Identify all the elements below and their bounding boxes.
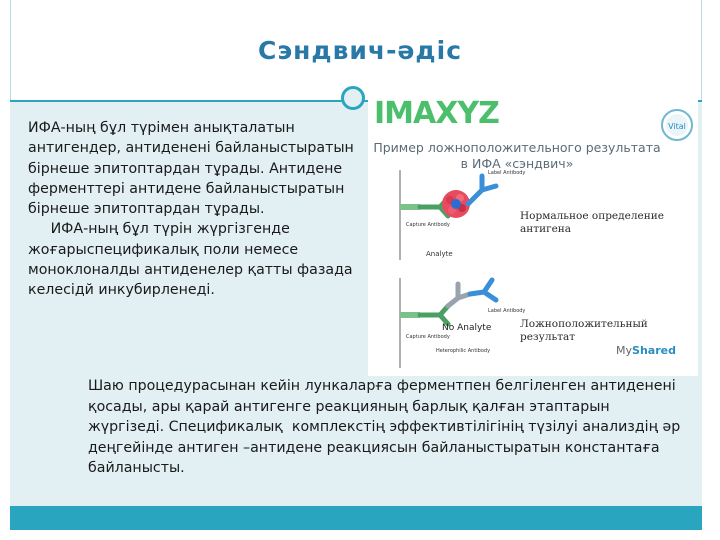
caption-false-positive: Ложноположительный результат <box>520 318 648 343</box>
bottom-paragraph: Шаю процедурасынан кейін лункаларға ферментпен белгіленген антиденені қосады, ары қарай антигенге реакцияның барлық қалған этаптарын жүргізеді. Спецификалық комплекстің эффективтілігінің түзілуі анализдің әр деңгейінде антиген –антидене реакциясын байланыстыратын константаға байланысты. <box>88 378 685 477</box>
ring-ornament-icon <box>341 86 365 110</box>
heterophilic-antibody-text: Heterophilic Antibody <box>436 348 491 354</box>
watermark: IMAXYZ <box>374 96 499 131</box>
label-antibody-text: Label Antibody <box>488 170 526 176</box>
analyte-text: Analyte <box>426 250 453 258</box>
capture-antibody-text-2: Capture Antibody <box>406 334 450 340</box>
false-positive-diagram <box>396 272 526 372</box>
label-antibody-text-2: Label Antibody <box>488 308 526 314</box>
no-analyte-text: No Analyte <box>442 323 492 333</box>
myshared-prefix: My <box>616 344 633 357</box>
capture-antibody-text: Capture Antibody <box>406 222 450 228</box>
myshared-suffix: Shared <box>632 344 676 357</box>
vital-logo-text: Vital <box>668 122 686 131</box>
left-paragraph: ИФА-ның бұл түрімен анықталатын антигендер, антиденені байланыстыратын бірнеше эпитоптардан тұрады. Антидене ферменттері антидене байланыстыратын бірнеше эпитоптардан тұрады. ИФА-ның бұл түрін жүргізгенде жоғарыспецификалық поли немесе моноклоналды антиденелер қатты фазада келесідй инкубирленеді. <box>28 120 354 299</box>
normal-sandwich-diagram <box>396 164 526 264</box>
sandwich-elisa-figure <box>368 96 698 376</box>
slide-title: Сэндвич-әдіс <box>257 36 463 65</box>
myshared-logo-icon <box>616 344 676 357</box>
vital-logo-icon <box>660 108 694 142</box>
caption-normal: Нормальное определение антигена <box>520 210 664 235</box>
figure-title: Пример ложноположительного результата в ИФА «сэндвич» <box>373 140 661 171</box>
bottom-bar <box>10 506 702 530</box>
